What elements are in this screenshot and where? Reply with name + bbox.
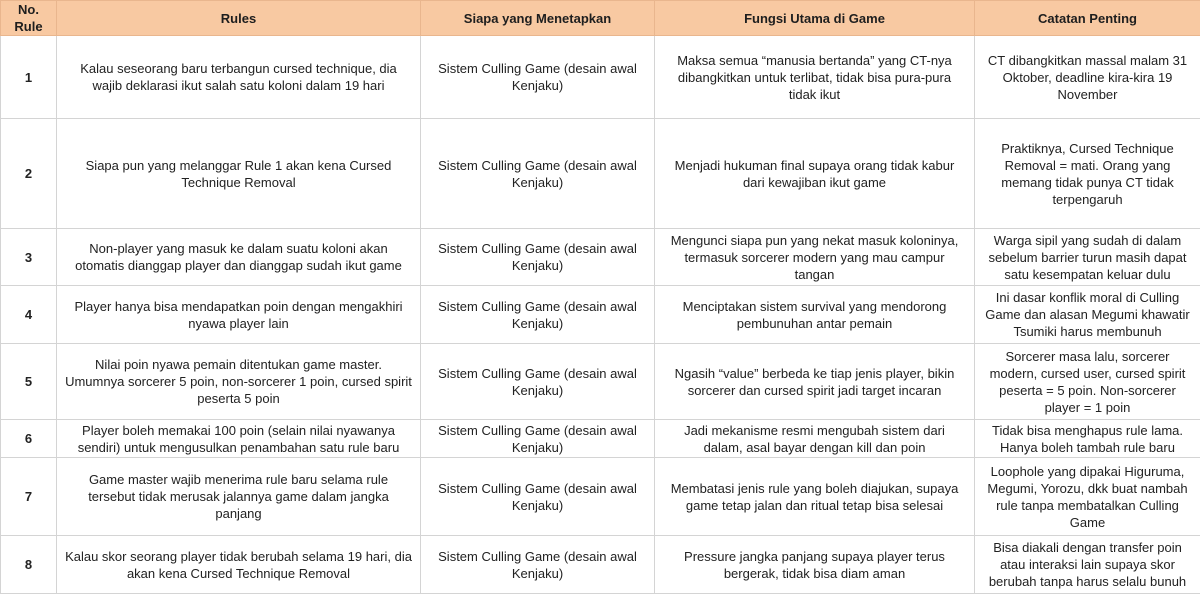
table-body <box>1 36 1200 594</box>
rule-text: Kalau seseorang baru terbangun cursed technique, dia wajib deklarasi ikut salah satu koloni dalam 19 hari <box>57 36 421 119</box>
rule-text: Non-player yang masuk ke dalam suatu koloni akan otomatis dianggap player dan dianggap sudah ikut game <box>57 229 421 286</box>
rule-number: 3 <box>1 229 57 286</box>
rule-function: Membatasi jenis rule yang boleh diajukan, supaya game tetap jalan dan ritual tetap bisa selesai <box>655 458 975 536</box>
rule-function: Menciptakan sistem survival yang mendorong pembunuhan antar pemain <box>655 286 975 344</box>
rule-note: Warga sipil yang sudah di dalam sebelum barrier turun masih dapat satu kesempatan keluar dulu <box>975 229 1200 286</box>
rule-function: Pressure jangka panjang supaya player terus bergerak, tidak bisa diam aman <box>655 536 975 594</box>
table-row <box>1 229 1200 286</box>
rule-number: 1 <box>1 36 57 119</box>
table-row <box>1 458 1200 536</box>
header-catatan: Catatan Penting <box>975 1 1200 36</box>
table-row <box>1 420 1200 458</box>
rule-number: 6 <box>1 420 57 458</box>
rule-function: Jadi mekanisme resmi mengubah sistem dari dalam, asal bayar dengan kill dan poin <box>655 420 975 458</box>
header-siapa: Siapa yang Menetapkan <box>421 1 655 36</box>
rule-text: Kalau skor seorang player tidak berubah selama 19 hari, dia akan kena Cursed Technique Removal <box>57 536 421 594</box>
header-no-rule: No. Rule <box>1 1 57 36</box>
rule-note: CT dibangkitkan massal malam 31 Oktober, deadline kira-kira 19 November <box>975 36 1200 119</box>
rule-note: Praktiknya, Cursed Technique Removal = mati. Orang yang memang tidak punya CT tidak terpengaruh <box>975 119 1200 229</box>
rule-note: Ini dasar konflik moral di Culling Game dan alasan Megumi khawatir Tsumiki harus membunuh <box>975 286 1200 344</box>
rule-function: Ngasih “value” berbeda ke tiap jenis player, bikin sorcerer dan cursed spirit jadi target incaran <box>655 344 975 420</box>
table-row <box>1 119 1200 229</box>
rule-setter: Sistem Culling Game (desain awal Kenjaku) <box>421 420 655 458</box>
table-header <box>1 1 1200 36</box>
rule-number: 7 <box>1 458 57 536</box>
rule-setter: Sistem Culling Game (desain awal Kenjaku) <box>421 458 655 536</box>
rule-note: Tidak bisa menghapus rule lama. Hanya boleh tambah rule baru <box>975 420 1200 458</box>
rule-number: 8 <box>1 536 57 594</box>
rule-setter: Sistem Culling Game (desain awal Kenjaku) <box>421 286 655 344</box>
table-row <box>1 36 1200 119</box>
rule-text: Nilai poin nyawa pemain ditentukan game master. Umumnya sorcerer 5 poin, non-sorcerer 1 poin, cursed spirit peserta 5 poin <box>57 344 421 420</box>
rule-setter: Sistem Culling Game (desain awal Kenjaku) <box>421 36 655 119</box>
rule-note: Bisa diakali dengan transfer poin atau interaksi lain supaya skor berubah tanpa harus selalu bunuh <box>975 536 1200 594</box>
rule-text: Player boleh memakai 100 poin (selain nilai nyawanya sendiri) untuk mengusulkan penambahan satu rule baru <box>57 420 421 458</box>
rule-setter: Sistem Culling Game (desain awal Kenjaku) <box>421 536 655 594</box>
rule-function: Menjadi hukuman final supaya orang tidak kabur dari kewajiban ikut game <box>655 119 975 229</box>
table-row <box>1 536 1200 594</box>
rule-text: Siapa pun yang melanggar Rule 1 akan kena Cursed Technique Removal <box>57 119 421 229</box>
rule-setter: Sistem Culling Game (desain awal Kenjaku) <box>421 229 655 286</box>
rule-number: 4 <box>1 286 57 344</box>
table-row <box>1 286 1200 344</box>
rule-text: Player hanya bisa mendapatkan poin dengan mengakhiri nyawa player lain <box>57 286 421 344</box>
rule-function: Maksa semua “manusia bertanda” yang CT-nya dibangkitkan untuk terlibat, tidak bisa pura-pura tidak ikut <box>655 36 975 119</box>
rule-note: Sorcerer masa lalu, sorcerer modern, cursed user, cursed spirit peserta = 5 poin. Non-sorcerer player = 1 poin <box>975 344 1200 420</box>
rule-number: 2 <box>1 119 57 229</box>
rule-setter: Sistem Culling Game (desain awal Kenjaku) <box>421 119 655 229</box>
rule-setter: Sistem Culling Game (desain awal Kenjaku) <box>421 344 655 420</box>
rule-note: Loophole yang dipakai Higuruma, Megumi, Yorozu, dkk buat nambah rule tanpa membatalkan Culling Game <box>975 458 1200 536</box>
table-row <box>1 344 1200 420</box>
rule-function: Mengunci siapa pun yang nekat masuk koloninya, termasuk sorcerer modern yang mau campur tangan <box>655 229 975 286</box>
rule-number: 5 <box>1 344 57 420</box>
header-rules: Rules <box>57 1 421 36</box>
rule-text: Game master wajib menerima rule baru selama rule tersebut tidak merusak jalannya game dalam jangka panjang <box>57 458 421 536</box>
header-fungsi: Fungsi Utama di Game <box>655 1 975 36</box>
header-row <box>1 1 1200 36</box>
